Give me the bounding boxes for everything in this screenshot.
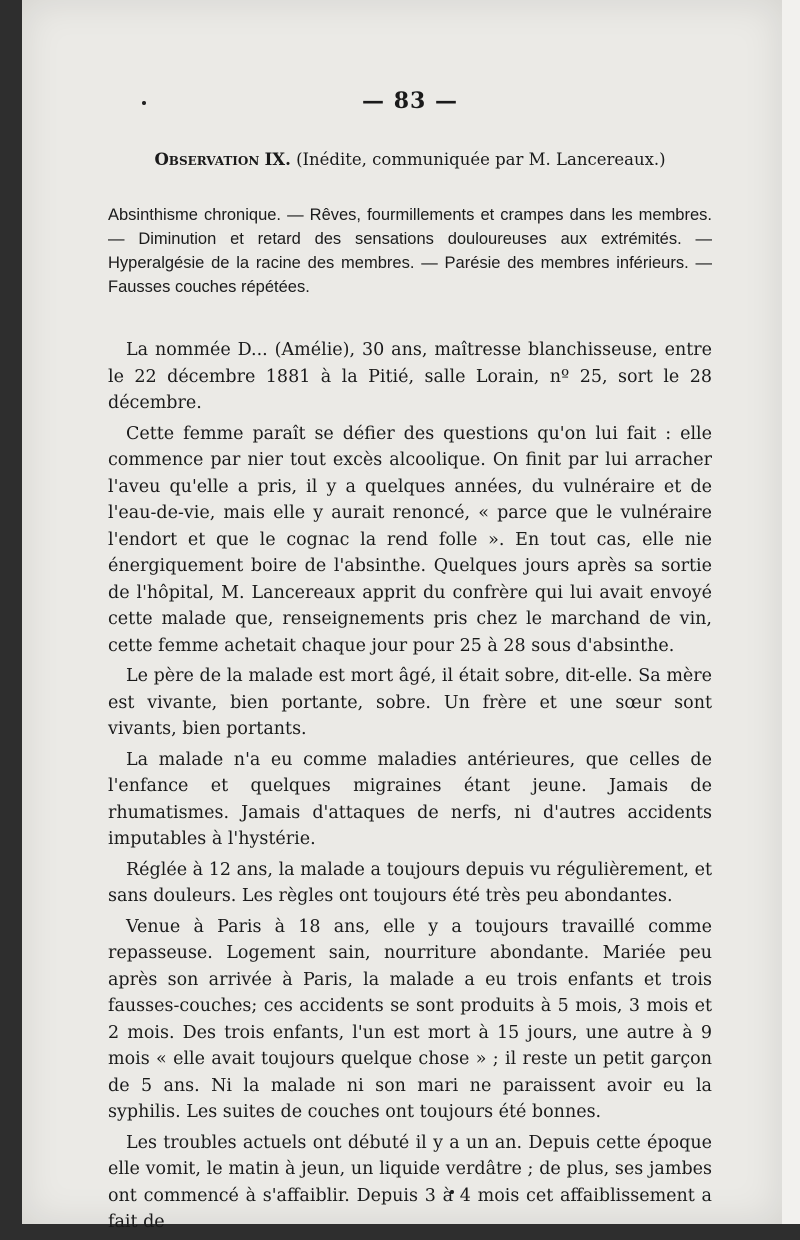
page-edge — [782, 0, 800, 1224]
page-number: — 83 — — [362, 88, 458, 114]
page-content — [108, 88, 712, 1240]
paragraph: Cette femme paraît se défier des questions qu'on lui fait : elle commence par nier tout excès alcoolique. On finit par lui arracher l'aveu qu'elle a pris, il y a quelques années, du vulnéraire et de l'eau-de-vie, mais elle y aurait renoncé, « parce que le vulnéraire l'endort et que le cognac la rend folle ». En tout cas, elle nie énergiquement boire de l'absinthe. Quelques jours après sa sortie de l'hôpital, M. Lancereaux apprit du confrère qui lui avait envoyé cette malade que, renseignements pris chez le marchand de vin, cette femme achetait chaque jour pour 25 à 28 sous d'absinthe. — [108, 423, 712, 656]
observation-label: Observation — [154, 150, 260, 169]
paragraph: Venue à Paris à 18 ans, elle y a toujours travaillé comme repasseuse. Logement sain, nourriture abondante. Mariée peu après son arrivée à Paris, la malade a eu trois enfants et trois fausses-couches; ces accidents se sont produits à 5 mois, 3 mois et 2 mois. Des trois enfants, l'un est mort à 15 jours, une autre à 9 mois « elle avait toujours quelque chose » ; il reste un petit garçon de 5 ans. Ni la malade ni son mari ne paraissent avoir eu la syphilis. Les suites de couches ont toujours été bonnes. — [108, 916, 712, 1122]
paragraph: Réglée à 12 ans, la malade a toujours depuis vu régulièrement, et sans douleurs. Les règles ont toujours été très peu abondantes. — [108, 859, 712, 906]
paragraph: La nommée D... (Amélie), 30 ans, maîtresse blanchisseuse, entre le 22 décembre 1881 à la Pitié, salle Lorain, nº 25, sort le 28 décembre. — [108, 340, 712, 413]
paragraph: Le père de la malade est mort âgé, il était sobre, dit-elle. Sa mère est vivante, bien portante, sobre. Un frère et une sœur sont vivants, bien portants. — [108, 666, 712, 739]
paragraph: La malade n'a eu comme maladies antérieures, que celles de l'enfance et quelques migraines étant jeune. Jamais de rhumatismes. Jamais d'attaques de nerfs, ni d'autres accidents imputables à l'hystérie. — [108, 749, 712, 849]
observation-number: IX. — [264, 150, 291, 169]
observation-subtitle: (Inédite, communiquée par M. Lancereaux.) — [296, 150, 666, 169]
case-summary: Absinthisme chronique. — Rêves, fourmillements et crampes dans les membres. — Diminution et retard des sensations douloureuses aux extrémités. — Hyperalgésie de la racine des membres. — Parésie des membres inférieurs. — Fausses couches répétées. — [108, 206, 712, 296]
observation-heading — [108, 150, 712, 169]
paragraph: Les troubles actuels ont débuté il y a un an. Depuis cette époque elle vomit, le matin à jeun, un liquide verdâtre ; de plus, ses jambes ont commencé à s'affaiblir. Depuis 3 à 4 mois cet affaiblissement a fait de — [108, 1132, 712, 1232]
